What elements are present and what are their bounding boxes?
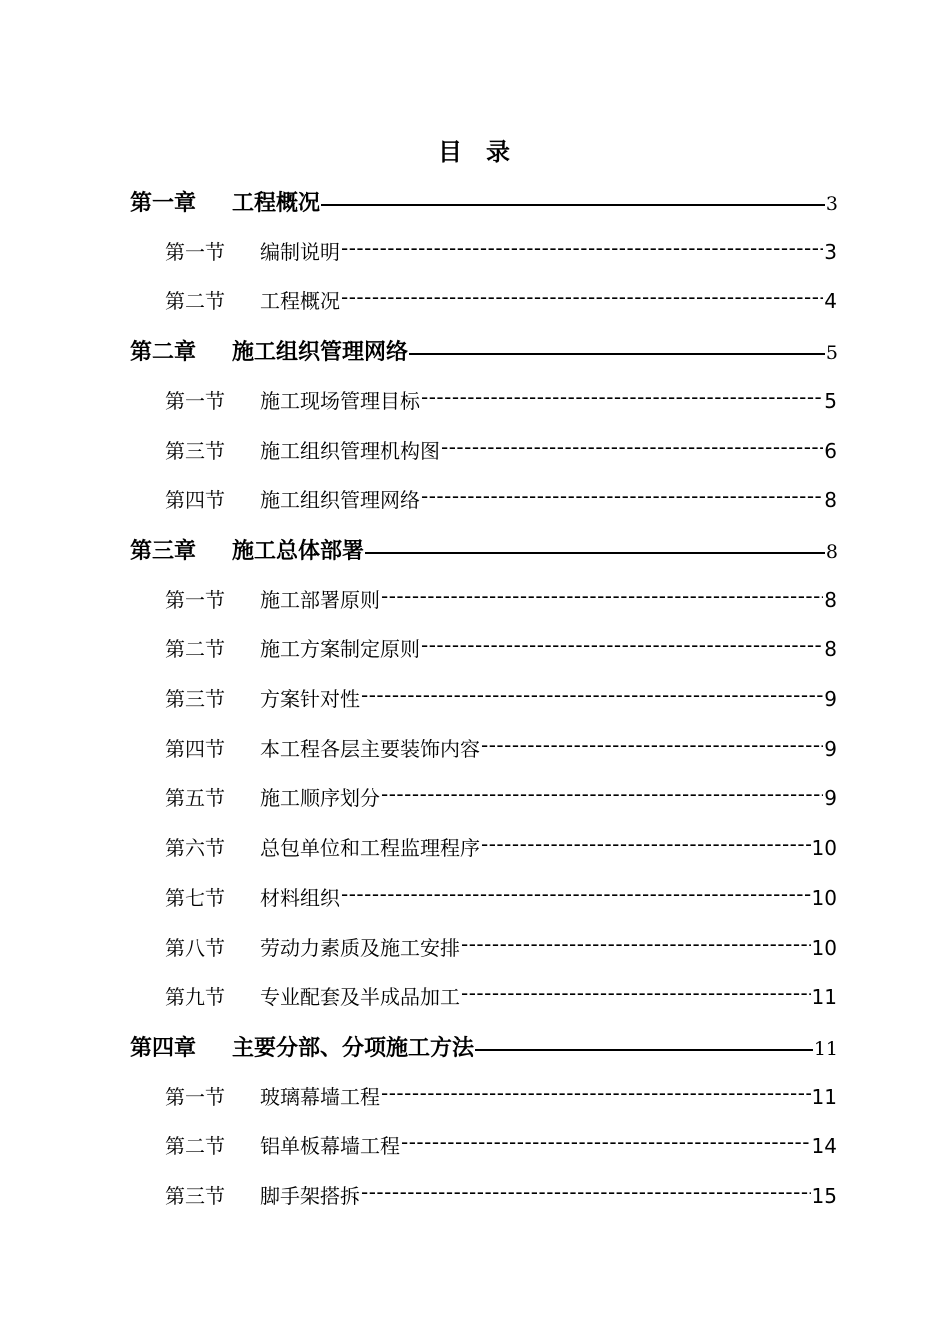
toc-dot-leader bbox=[441, 438, 823, 458]
toc-entry-number: 第一节 bbox=[165, 389, 225, 413]
toc-entry-page-number: 4 bbox=[824, 289, 837, 313]
toc-entry-page-number: 10 bbox=[811, 886, 837, 910]
toc-dot-leader bbox=[461, 935, 811, 955]
toc-entry-title: 玻璃幕墙工程 bbox=[260, 1085, 380, 1109]
toc-entry-page-number: 11 bbox=[813, 1038, 838, 1060]
toc-dot-leader bbox=[421, 487, 823, 507]
toc-entry-page-number: 8 bbox=[824, 488, 837, 512]
toc-chapter-entry[interactable] bbox=[130, 335, 838, 366]
toc-entry-title: 施工现场管理目标 bbox=[260, 389, 420, 413]
toc-entry-number: 第四章 bbox=[130, 1035, 197, 1061]
toc-entry-number: 第七节 bbox=[165, 886, 225, 910]
toc-entry-page-number: 8 bbox=[824, 637, 837, 661]
toc-entry-number: 第五节 bbox=[165, 786, 225, 810]
toc-dot-leader bbox=[481, 835, 811, 855]
toc-entry-number: 第三节 bbox=[165, 687, 225, 711]
toc-section-entry[interactable] bbox=[165, 1180, 837, 1209]
toc-entry-title: 脚手架搭拆 bbox=[260, 1184, 360, 1208]
toc-entry-number: 第二节 bbox=[165, 1134, 225, 1158]
toc-entry-page-number: 5 bbox=[825, 342, 838, 364]
toc-entry-page-number: 6 bbox=[824, 439, 837, 463]
toc-entry-title: 劳动力素质及施工安排 bbox=[260, 936, 460, 960]
toc-section-entry[interactable] bbox=[165, 484, 837, 513]
toc-chapter-entry[interactable] bbox=[130, 1031, 838, 1062]
toc-dot-leader bbox=[481, 736, 823, 756]
toc-dot-leader bbox=[341, 885, 811, 905]
toc-section-entry[interactable] bbox=[165, 981, 837, 1010]
toc-entry-number: 第一节 bbox=[165, 1085, 225, 1109]
toc-section-entry[interactable] bbox=[165, 782, 837, 811]
toc-dot-leader bbox=[341, 239, 823, 259]
toc-entry-title: 施工组织管理网络 bbox=[260, 488, 420, 512]
toc-entry-page-number: 14 bbox=[811, 1134, 837, 1158]
toc-chapter-entry[interactable] bbox=[130, 534, 838, 565]
toc-entry-title: 施工部署原则 bbox=[260, 588, 380, 612]
toc-entry-page-number: 10 bbox=[811, 836, 837, 860]
toc-dot-leader bbox=[361, 1183, 811, 1203]
toc-section-entry[interactable] bbox=[165, 832, 837, 861]
toc-entry-title: 材料组织 bbox=[260, 886, 340, 910]
toc-title-right: 录 bbox=[486, 137, 512, 166]
toc-entry-number: 第六节 bbox=[165, 836, 225, 860]
toc-entry-number: 第四节 bbox=[165, 488, 225, 512]
toc-entry-title: 施工总体部署 bbox=[232, 538, 365, 564]
toc-section-entry[interactable] bbox=[165, 1130, 837, 1159]
toc-title bbox=[0, 132, 950, 167]
toc-dot-leader bbox=[401, 1133, 811, 1153]
toc-section-entry[interactable] bbox=[165, 435, 837, 464]
toc-chapter-entry[interactable] bbox=[130, 186, 838, 217]
toc-dot-leader bbox=[421, 636, 823, 656]
toc-section-entry[interactable] bbox=[165, 633, 837, 662]
toc-entry-number: 第一节 bbox=[165, 240, 225, 264]
toc-entry-title: 工程概况 bbox=[260, 289, 340, 313]
toc-entry-number: 第三节 bbox=[165, 1184, 225, 1208]
toc-dot-leader bbox=[365, 552, 825, 554]
toc-dot-leader bbox=[341, 288, 823, 308]
toc-dot-leader bbox=[461, 984, 811, 1004]
toc-entry-number: 第二章 bbox=[130, 339, 197, 365]
toc-entry-page-number: 11 bbox=[811, 1085, 837, 1109]
toc-dot-leader bbox=[321, 204, 825, 206]
toc-entry-page-number: 8 bbox=[824, 588, 837, 612]
toc-section-entry[interactable] bbox=[165, 236, 837, 265]
toc-section-entry[interactable] bbox=[165, 584, 837, 613]
toc-entry-page-number: 3 bbox=[825, 193, 838, 215]
toc-entry-title: 工程概况 bbox=[232, 190, 321, 216]
toc-section-entry[interactable] bbox=[165, 285, 837, 314]
toc-entry-page-number: 11 bbox=[811, 985, 837, 1009]
toc-entry-number: 第四节 bbox=[165, 737, 225, 761]
toc-entry-page-number: 3 bbox=[824, 240, 837, 264]
toc-entry-number: 第八节 bbox=[165, 936, 225, 960]
toc-dot-leader bbox=[475, 1049, 813, 1051]
toc-dot-leader bbox=[381, 587, 823, 607]
toc-entry-number: 第一章 bbox=[130, 190, 197, 216]
toc-entry-title: 施工组织管理机构图 bbox=[260, 439, 440, 463]
toc-entry-title: 本工程各层主要装饰内容 bbox=[260, 737, 480, 761]
toc-dot-leader bbox=[421, 388, 823, 408]
toc-title-left: 目 bbox=[438, 137, 464, 166]
toc-dot-leader bbox=[409, 353, 825, 355]
toc-entry-number: 第九节 bbox=[165, 985, 225, 1009]
toc-entry-title: 主要分部、分项施工方法 bbox=[232, 1035, 475, 1061]
toc-entry-title: 方案针对性 bbox=[260, 687, 360, 711]
toc-entry-title: 编制说明 bbox=[260, 240, 340, 264]
toc-dot-leader bbox=[361, 686, 823, 706]
toc-entry-number: 第三章 bbox=[130, 538, 197, 564]
toc-entry-number: 第二节 bbox=[165, 289, 225, 313]
toc-entry-title: 施工顺序划分 bbox=[260, 786, 380, 810]
toc-entry-title: 施工组织管理网络 bbox=[232, 339, 409, 365]
toc-entry-title: 总包单位和工程监理程序 bbox=[260, 836, 480, 860]
toc-entry-page-number: 5 bbox=[824, 389, 837, 413]
toc-entry-page-number: 9 bbox=[824, 737, 837, 761]
toc-entry-page-number: 8 bbox=[825, 541, 838, 563]
toc-entry-page-number: 9 bbox=[824, 786, 837, 810]
toc-entry-number: 第三节 bbox=[165, 439, 225, 463]
toc-section-entry[interactable] bbox=[165, 1081, 837, 1110]
toc-entry-page-number: 9 bbox=[824, 687, 837, 711]
toc-section-entry[interactable] bbox=[165, 683, 837, 712]
toc-entry-page-number: 15 bbox=[811, 1184, 837, 1208]
toc-entry-title: 施工方案制定原则 bbox=[260, 637, 420, 661]
toc-entry-number: 第二节 bbox=[165, 637, 225, 661]
toc-section-entry[interactable] bbox=[165, 882, 837, 911]
toc-dot-leader bbox=[381, 1084, 811, 1104]
toc-entry-page-number: 10 bbox=[811, 936, 837, 960]
toc-section-entry[interactable] bbox=[165, 385, 837, 414]
toc-entry-number: 第一节 bbox=[165, 588, 225, 612]
toc-entry-title: 铝单板幕墙工程 bbox=[260, 1134, 400, 1158]
toc-entry-title: 专业配套及半成品加工 bbox=[260, 985, 460, 1009]
toc-dot-leader bbox=[381, 785, 823, 805]
toc-section-entry[interactable] bbox=[165, 733, 837, 762]
toc-section-entry[interactable] bbox=[165, 932, 837, 961]
